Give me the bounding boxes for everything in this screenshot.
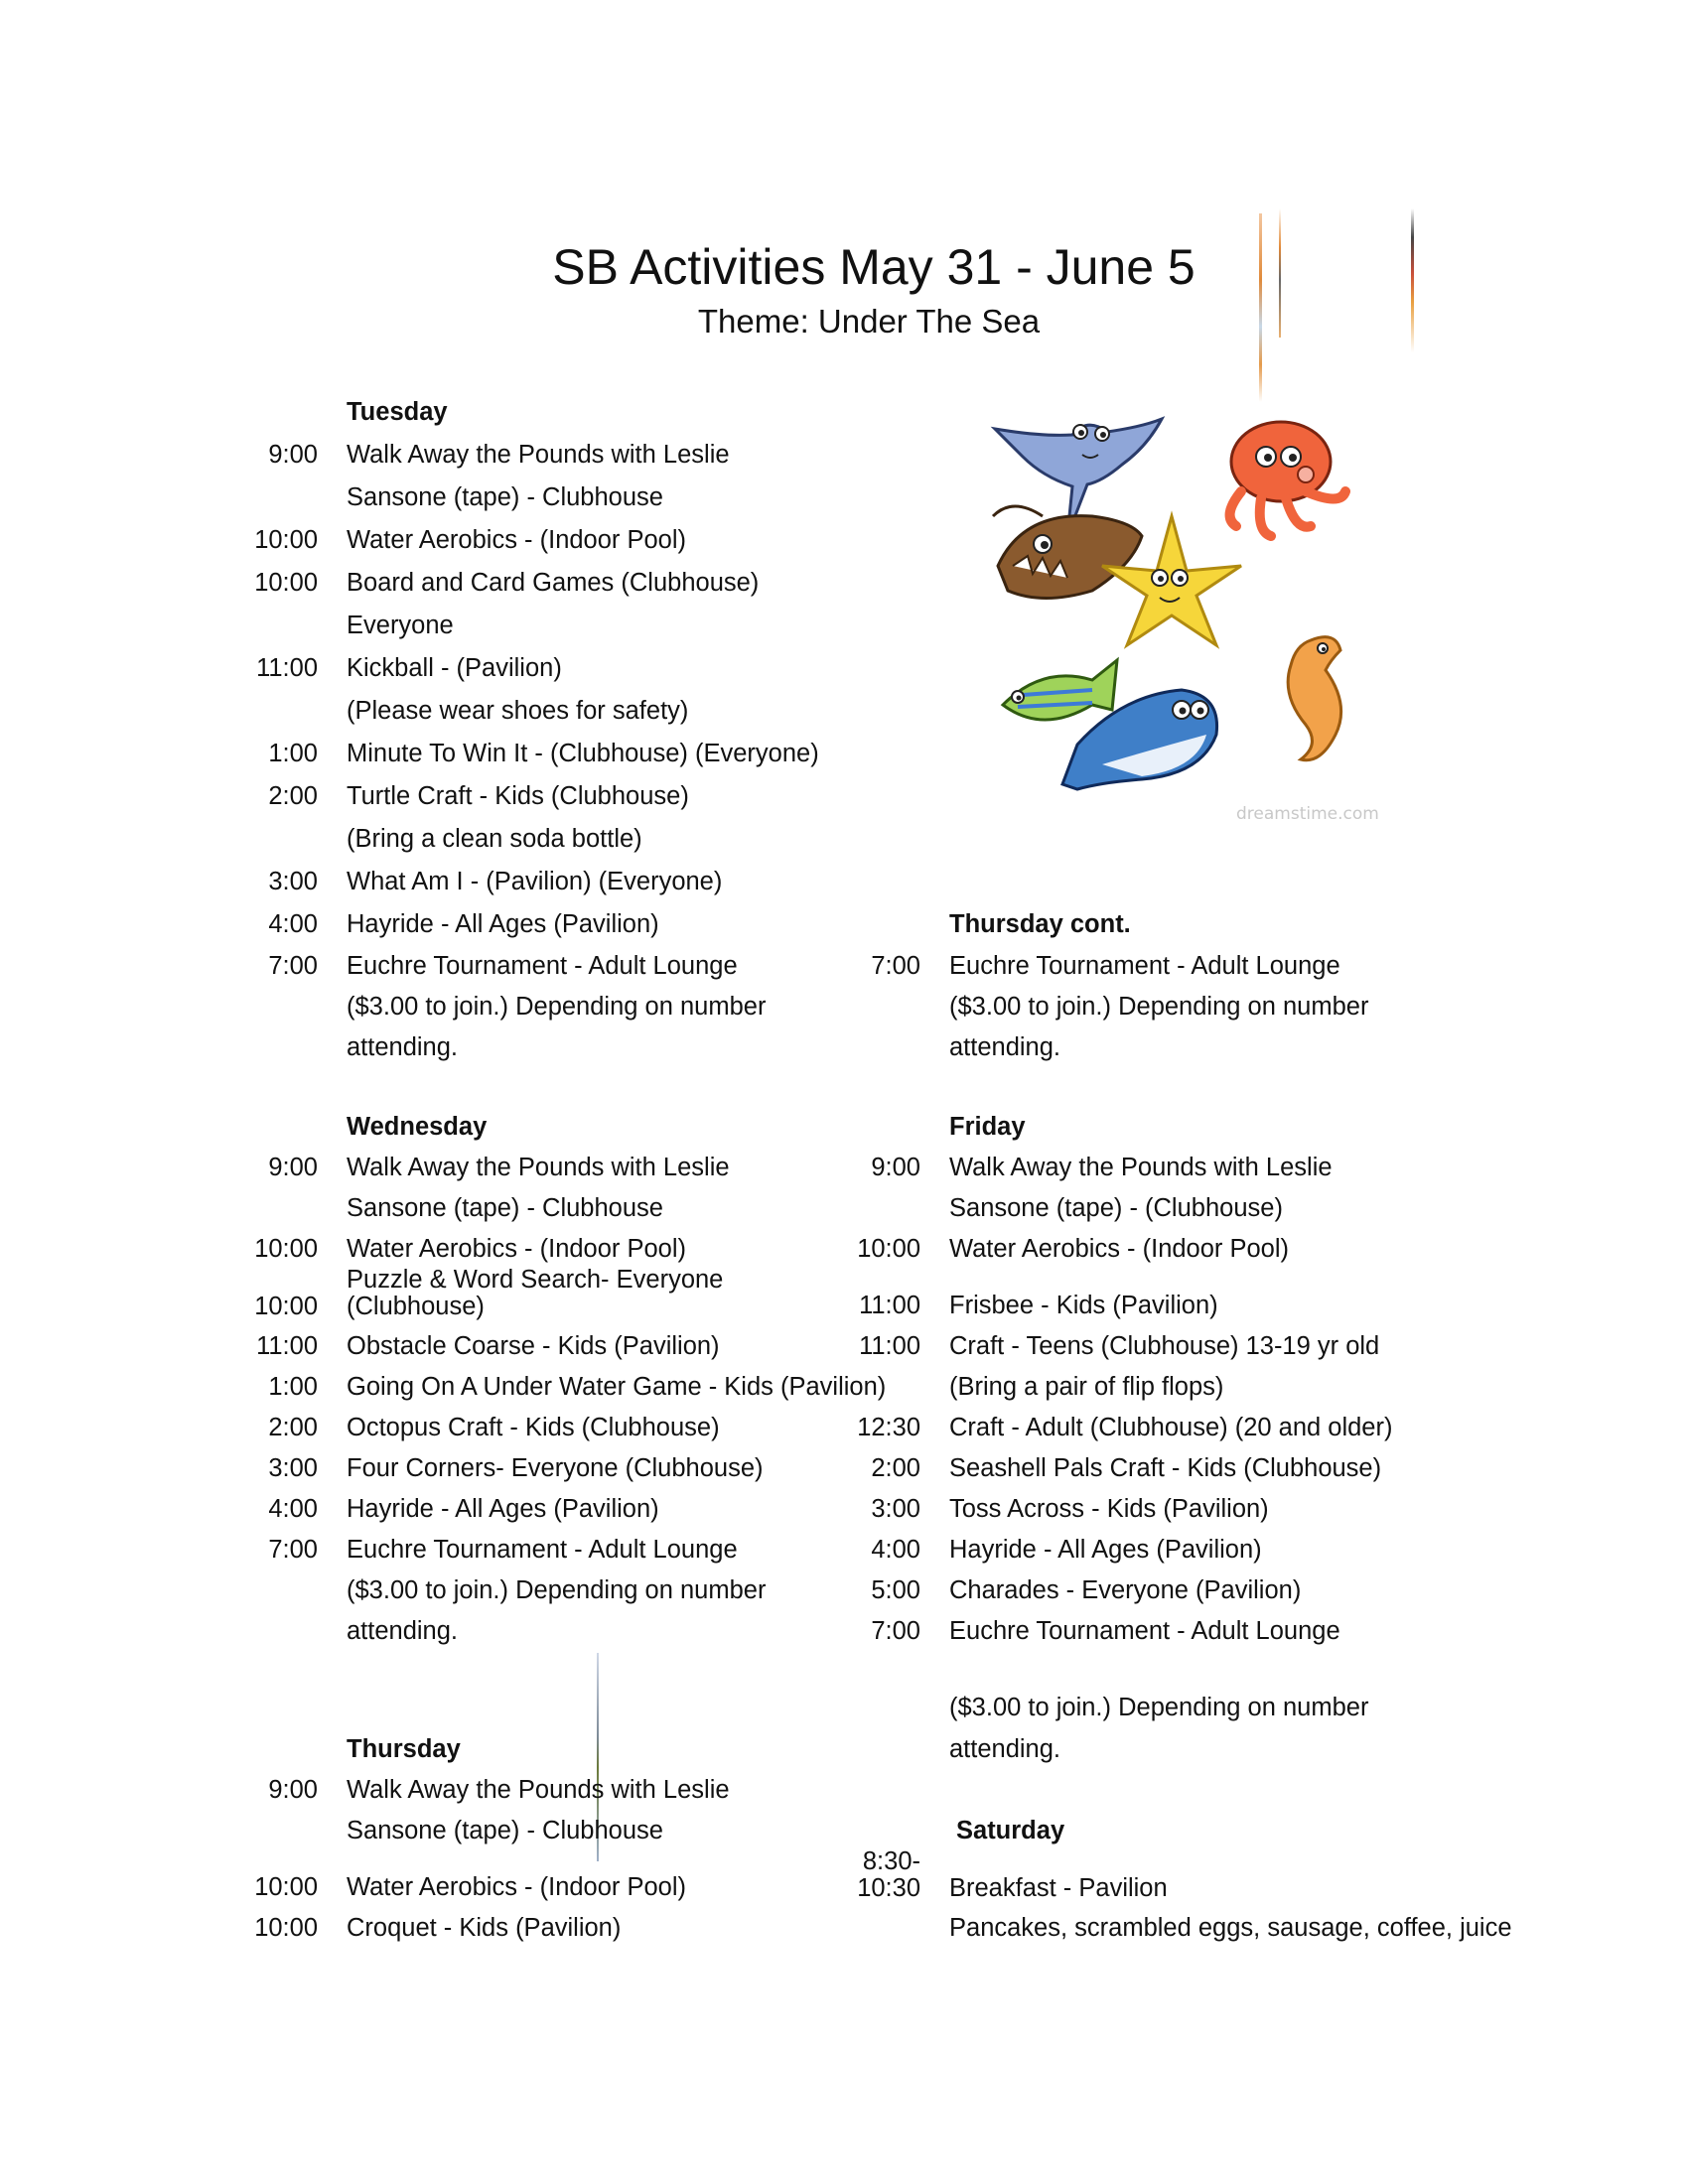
- activity-text-line: (Clubhouse): [347, 1293, 485, 1320]
- activity-time: 9:00: [268, 1154, 318, 1181]
- activity-time: 7:00: [268, 952, 318, 980]
- page-title: SB Activities May 31 - June 5: [552, 239, 1196, 295]
- sea-creatures-illustration: [983, 407, 1385, 824]
- activity-time: 10:00: [254, 1914, 318, 1942]
- decorative-streak: [1259, 213, 1262, 402]
- activity-text: Hayride - All Ages (Pavilion): [347, 1495, 659, 1523]
- day-heading-thursday: Thursday: [347, 1735, 461, 1763]
- activity-text: ($3.00 to join.) Depending on number: [347, 1576, 767, 1604]
- activity-time: 3:00: [268, 1454, 318, 1482]
- activity-time: 9:00: [871, 1154, 920, 1181]
- activity-text: Toss Across - Kids (Pavilion): [949, 1495, 1269, 1523]
- activity-time: 9:00: [268, 441, 318, 469]
- activity-time: 2:00: [268, 1414, 318, 1441]
- activity-text: Craft - Teens (Clubhouse) 13-19 yr old: [949, 1332, 1380, 1360]
- activity-text: Frisbee - Kids (Pavilion): [949, 1292, 1218, 1319]
- activity-time: 7:00: [871, 952, 920, 980]
- activity-text: attending.: [347, 1617, 459, 1645]
- activity-text: Minute To Win It - (Clubhouse) (Everyone): [347, 740, 819, 767]
- activity-text: attending.: [949, 1033, 1061, 1061]
- activity-text: Sansone (tape) - Clubhouse: [347, 1817, 663, 1844]
- activity-time-line: 8:30-: [862, 1847, 920, 1875]
- activity-text: (Bring a clean soda bottle): [347, 825, 642, 853]
- activity-text: Hayride - All Ages (Pavilion): [347, 910, 659, 938]
- activity-text: Everyone: [347, 612, 454, 639]
- decorative-streak: [1411, 208, 1414, 352]
- activity-text: Seashell Pals Craft - Kids (Clubhouse): [949, 1454, 1382, 1482]
- activity-text: ($3.00 to join.) Depending on number: [949, 993, 1369, 1021]
- activity-text-line: Puzzle & Word Search- Everyone: [347, 1266, 724, 1294]
- day-heading-wednesday: Wednesday: [347, 1113, 488, 1141]
- anglerfish-icon: [993, 506, 1142, 599]
- activity-text: Euchre Tournament - Adult Lounge: [347, 1536, 738, 1564]
- activity-text: Sansone (tape) - (Clubhouse): [949, 1194, 1283, 1222]
- activity-time: 9:00: [268, 1776, 318, 1804]
- activity-text: Water Aerobics - (Indoor Pool): [347, 1873, 687, 1901]
- activity-text: Kickball - (Pavilion): [347, 654, 562, 682]
- activity-time: 2:00: [268, 782, 318, 810]
- activity-time: 11:00: [859, 1292, 920, 1319]
- activity-text: Euchre Tournament - Adult Lounge: [949, 1617, 1340, 1645]
- activity-text: (Bring a pair of flip flops): [949, 1373, 1224, 1401]
- activity-text: Obstacle Coarse - Kids (Pavilion): [347, 1332, 720, 1360]
- activity-text: attending.: [347, 1033, 459, 1061]
- activity-time: 7:00: [268, 1536, 318, 1564]
- seahorse-icon: [1288, 637, 1340, 760]
- day-heading-saturday: Saturday: [956, 1817, 1065, 1844]
- activity-time: 1:00: [268, 1373, 318, 1401]
- activity-text: Water Aerobics - (Indoor Pool): [347, 1235, 687, 1263]
- activity-text: Walk Away the Pounds with Leslie: [347, 1776, 730, 1804]
- activity-time: 4:00: [268, 1495, 318, 1523]
- activity-text: Charades - Everyone (Pavilion): [949, 1576, 1302, 1604]
- activity-text: What Am I - (Pavilion) (Everyone): [347, 868, 723, 895]
- activity-time: 3:00: [268, 868, 318, 895]
- activity-time: 4:00: [268, 910, 318, 938]
- activity-text: Four Corners- Everyone (Clubhouse): [347, 1454, 764, 1482]
- activity-text: Sansone (tape) - Clubhouse: [347, 1194, 663, 1222]
- striped-fish-icon: [1003, 660, 1117, 720]
- activity-time: 11:00: [859, 1332, 920, 1360]
- decorative-streak: [1279, 208, 1281, 338]
- activity-time: 10:00: [857, 1235, 920, 1263]
- activity-text: Octopus Craft - Kids (Clubhouse): [347, 1414, 720, 1441]
- activity-text: Croquet - Kids (Pavilion): [347, 1914, 622, 1942]
- activity-time: 11:00: [256, 1332, 318, 1360]
- activity-time: [857, 1848, 920, 1902]
- activity-time: 4:00: [871, 1536, 920, 1564]
- activity-text: [347, 1267, 723, 1320]
- activity-time: 12:30: [857, 1414, 920, 1441]
- day-heading-friday: Friday: [949, 1113, 1026, 1141]
- activity-time-line: 10:30: [857, 1874, 920, 1902]
- activity-time: 10:00: [254, 1293, 318, 1320]
- activity-text: Going On A Under Water Game - Kids (Pavilion): [347, 1373, 887, 1401]
- activity-time: 7:00: [871, 1617, 920, 1645]
- activity-time: 1:00: [268, 740, 318, 767]
- page-subtitle: Theme: Under The Sea: [697, 303, 1041, 340]
- activity-text: ($3.00 to join.) Depending on number: [347, 993, 767, 1021]
- activity-time: 11:00: [256, 654, 318, 682]
- activity-text: Turtle Craft - Kids (Clubhouse): [347, 782, 689, 810]
- activity-text: Sansone (tape) - Clubhouse: [347, 483, 663, 511]
- activity-text: (Please wear shoes for safety): [347, 697, 689, 725]
- watermark-text: dreamstime.com: [1236, 804, 1379, 824]
- activity-text: Hayride - All Ages (Pavilion): [949, 1536, 1262, 1564]
- activity-time: 5:00: [871, 1576, 920, 1604]
- activity-text: Water Aerobics - (Indoor Pool): [949, 1235, 1290, 1263]
- activity-text: Euchre Tournament - Adult Lounge: [347, 952, 738, 980]
- activity-text: Breakfast - Pavilion: [949, 1874, 1168, 1902]
- day-heading-tuesday: Tuesday: [347, 398, 448, 426]
- activity-text: Walk Away the Pounds with Leslie: [949, 1154, 1333, 1181]
- activity-text: Euchre Tournament - Adult Lounge: [949, 952, 1340, 980]
- activity-text: Craft - Adult (Clubhouse) (20 and older): [949, 1414, 1393, 1441]
- octopus-icon: [1230, 422, 1345, 536]
- activity-time: 3:00: [871, 1495, 920, 1523]
- activity-text: ($3.00 to join.) Depending on number: [949, 1694, 1369, 1721]
- activity-text: attending.: [949, 1735, 1061, 1763]
- activity-text: Pancakes, scrambled eggs, sausage, coffee, juice: [949, 1914, 1512, 1942]
- activity-time: 2:00: [871, 1454, 920, 1482]
- day-heading-thursday-cont: Thursday cont.: [949, 910, 1131, 938]
- activity-time: 10:00: [254, 1235, 318, 1263]
- activity-text: Walk Away the Pounds with Leslie: [347, 1154, 730, 1181]
- activity-text: Water Aerobics - (Indoor Pool): [347, 526, 687, 554]
- activity-time: 10:00: [254, 1873, 318, 1901]
- activity-text: Walk Away the Pounds with Leslie: [347, 441, 730, 469]
- activity-text: Board and Card Games (Clubhouse): [347, 569, 760, 597]
- activity-time: 10:00: [254, 526, 318, 554]
- activity-time: 10:00: [254, 569, 318, 597]
